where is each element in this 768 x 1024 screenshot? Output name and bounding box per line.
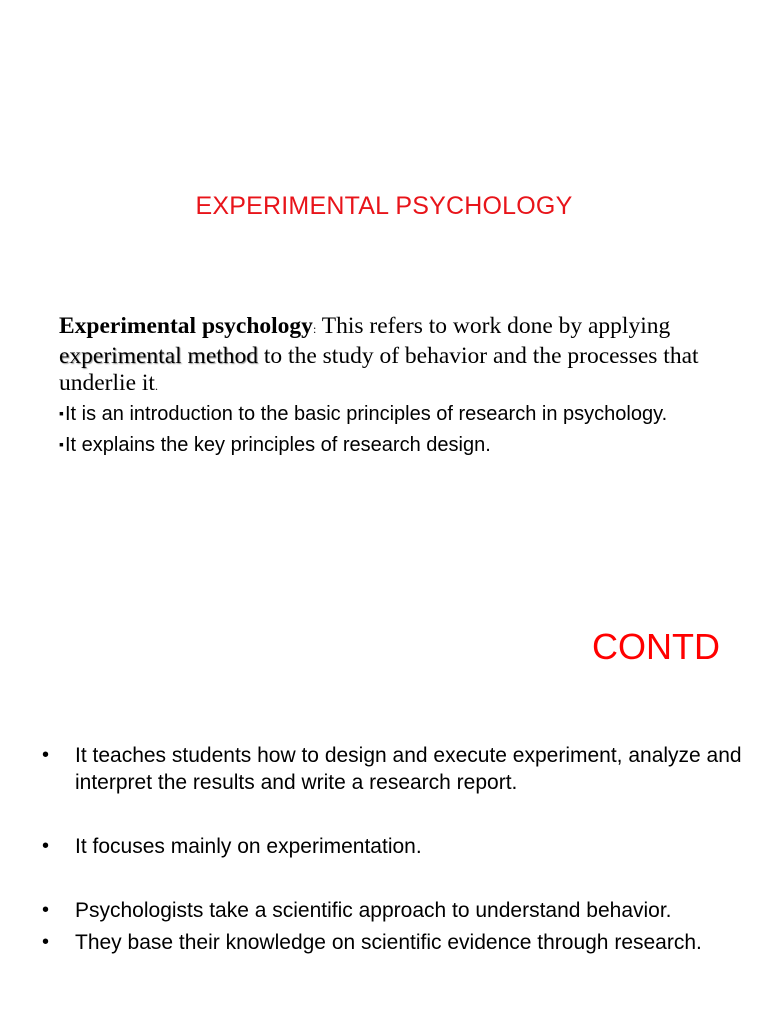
list-item-text: It teaches students how to design and execute experiment, analyze and interpret the results and write a research report. xyxy=(75,744,742,794)
definition-text-1: This refers to work done by applying xyxy=(316,313,671,339)
list-item-text: It is an introduction to the basic principles of research in psychology. xyxy=(64,403,668,425)
list-item xyxy=(59,400,739,427)
bullet-list xyxy=(42,742,742,956)
definition-text-2: to the study of behavior and the processes that underlie it xyxy=(59,343,699,396)
definition-method-term: experimental method xyxy=(59,343,259,369)
square-bullet-icon: ▪ xyxy=(59,405,64,421)
square-bullet-list xyxy=(59,400,739,462)
definition-period: . xyxy=(154,379,158,393)
list-item xyxy=(59,431,739,458)
slide-title: CONTD xyxy=(592,626,720,667)
definition-colon: : xyxy=(312,322,317,336)
list-item-text: Psychologists take a scientific approach to understand behavior. xyxy=(75,899,672,922)
definition-term: Experimental psychology xyxy=(59,313,313,339)
list-item xyxy=(42,897,742,924)
list-item-text: It focuses mainly on experimentation. xyxy=(75,835,422,858)
definition-paragraph xyxy=(59,313,749,400)
list-item-text: They base their knowledge on scientific evidence through research. xyxy=(75,931,702,954)
list-item xyxy=(42,833,742,860)
slide-contd xyxy=(0,576,768,1024)
square-bullet-icon: ▪ xyxy=(59,436,64,452)
list-item xyxy=(42,929,742,956)
list-item-text: It explains the key principles of research design. xyxy=(64,434,491,456)
slide-title: EXPERIMENTAL PSYCHOLOGY xyxy=(195,192,573,220)
list-item xyxy=(42,742,742,796)
